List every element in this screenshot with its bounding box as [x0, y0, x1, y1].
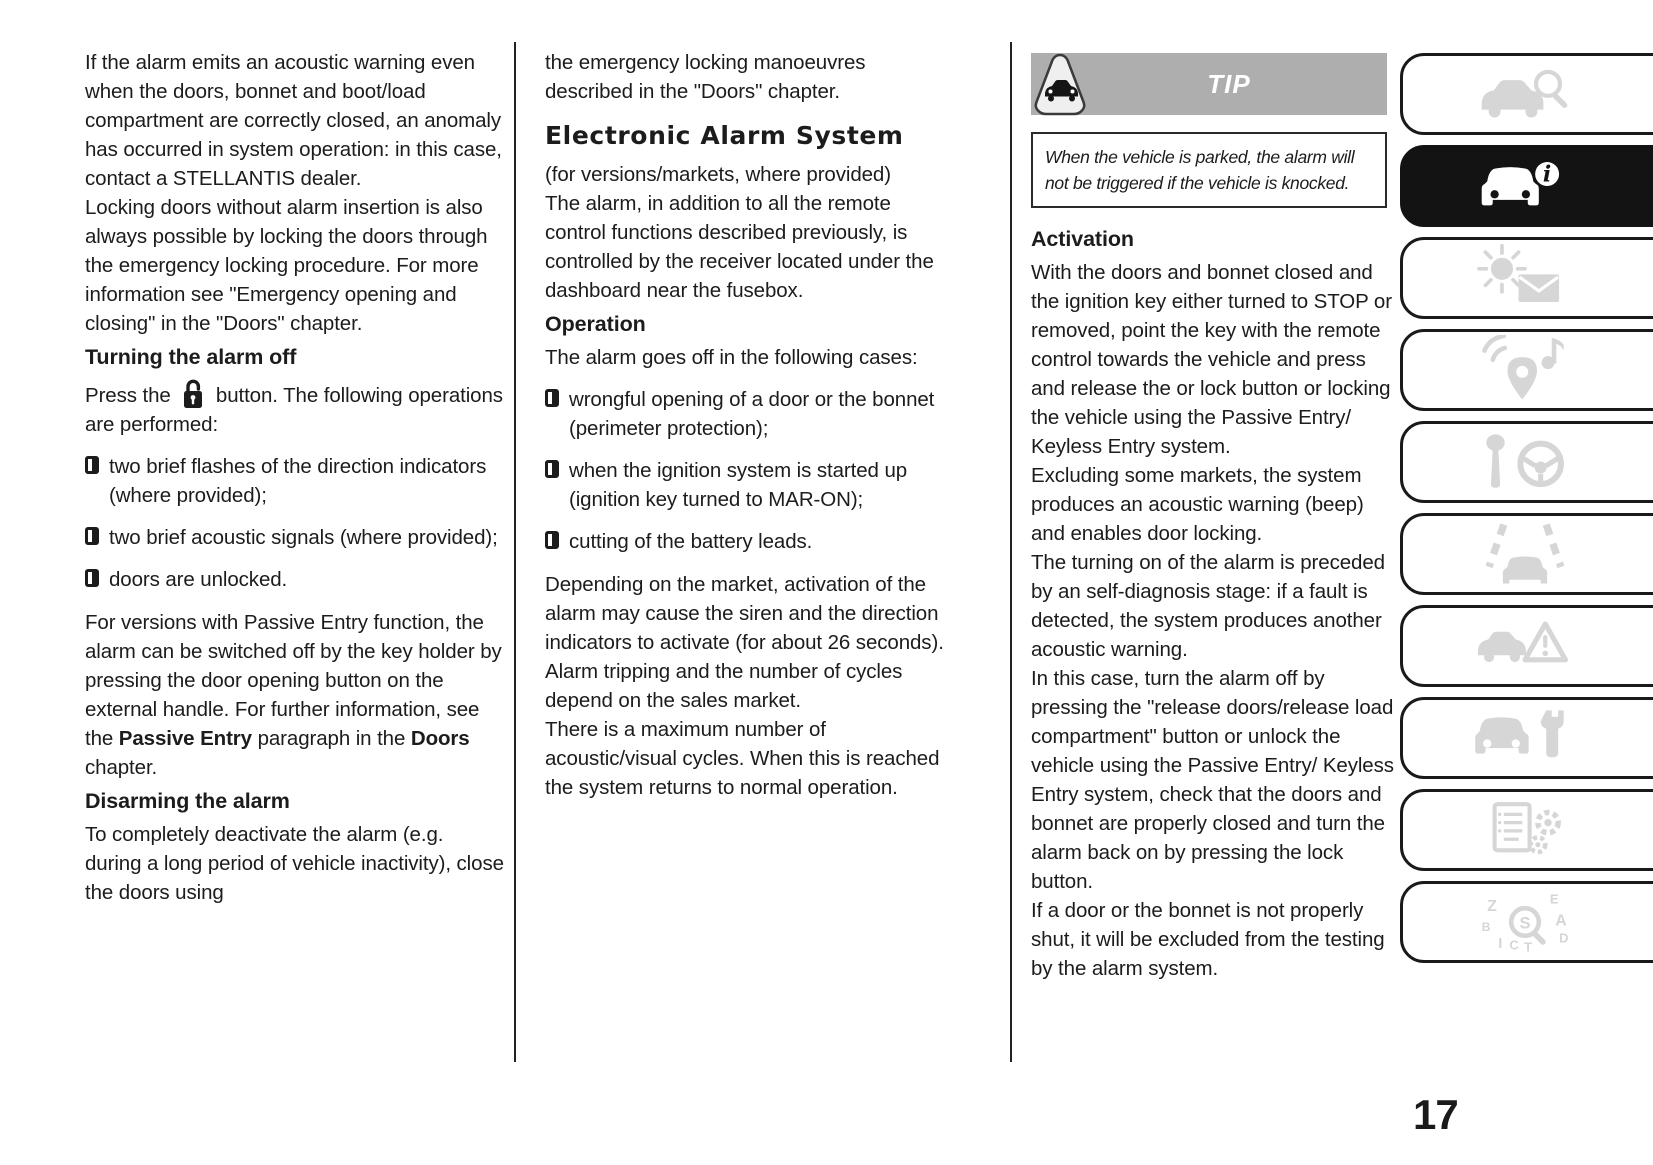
square-bullet-icon [545, 389, 559, 407]
sidebar-tab-multimedia[interactable] [1400, 329, 1653, 411]
sidebar-tab-warning-lights[interactable] [1400, 237, 1653, 319]
column-divider [1010, 42, 1012, 1062]
svg-text:S: S [1519, 913, 1531, 933]
left-column [85, 48, 505, 907]
paragraph-door-excluded: If a door or the bonnet is not properly shut, it will be excluded from the testing by the alarm system. [1031, 899, 1385, 980]
square-bullet-icon [545, 531, 559, 549]
subheading-operation: Operation [545, 312, 646, 336]
car-magnifier-icon [1469, 59, 1581, 129]
sidebar-tab-overview[interactable] [1400, 53, 1653, 135]
svg-text:B: B [1481, 920, 1491, 935]
paragraph-self-diagnosis: The turning on of the alarm is preceded by an self-diagnosis stage: if a fault is detected, the system produces another acoustic warning. [1031, 551, 1385, 661]
sidebar-tab-emergency[interactable] [1400, 605, 1653, 687]
sidebar-tab-driver-assistance[interactable] [1400, 513, 1653, 595]
gearstick-steering-icon [1469, 427, 1581, 497]
paragraph-turn-alarm-off: In this case, turn the alarm off by pressing the "release doors/release load compartment" button or unlock the vehicle using the Passive Entry/ Keyless Entry system, check that the doors and bonnet are properly closed and turn the alarm back on by pressing the lock button. [1031, 667, 1394, 893]
press-prefix-text: Press the [85, 384, 177, 407]
tip-text: When the vehicle is parked, the alarm will not be triggered if the vehicle is knocked. [1045, 147, 1355, 193]
bold-passive-entry: Passive Entry [118, 727, 252, 750]
list-gears-icon [1469, 795, 1581, 865]
svg-text:Z: Z [1487, 897, 1497, 915]
paragraph-max-cycles: There is a maximum number of acoustic/visual cycles. When this is reached the system returns to normal operation. [545, 718, 940, 799]
list-item [85, 523, 505, 552]
page-number: 17 [1413, 1091, 1458, 1138]
alarm-cases-bullet-list [545, 385, 955, 556]
svg-text:I: I [1498, 935, 1503, 952]
bold-doors: Doors [410, 727, 470, 750]
paragraph-siren-cycles: Depending on the market, activation of the alarm may cause the siren and the direction indicators to activate (for about 26 seconds). Alarm tripping and the number of cycles depend on the sales market. [545, 573, 944, 712]
sidebar-tab-technical-data[interactable] [1400, 789, 1653, 871]
paragraph-deactivate: To completely deactivate the alarm (e.g. during a long period of vehicle inactivity), close the doors using [85, 823, 504, 904]
tip-box [1031, 132, 1387, 208]
list-item-text: when the ignition system is started up (ignition key turned to MAR-ON); [569, 459, 908, 511]
list-item-text: cutting of the battery leads. [569, 530, 813, 553]
sidebar-tab-servicing[interactable] [1400, 697, 1653, 779]
paragraph-activation-keys: With the doors and bonnet closed and the ignition key either turned to STOP or removed, point the key with the remote control towards the vehicle and press and release the or lock button or locking the vehicle using the Passive Entry/ Keyless Entry system. [1031, 261, 1392, 458]
right-column [1031, 48, 1401, 983]
list-item-text: doors are unlocked. [109, 568, 288, 591]
list-item [545, 385, 955, 443]
list-item [545, 456, 955, 514]
paragraph-receiver: The alarm, in addition to all the remote control functions described previously, is controlled by the receiver located under the dashboard near the fusebox. [545, 192, 934, 302]
column-divider [514, 42, 516, 1062]
square-bullet-icon [85, 569, 99, 587]
triangle-road-sign-car-icon [1033, 52, 1087, 116]
tip-header-bar [1031, 53, 1387, 115]
subheading-activation: Activation [1031, 227, 1134, 251]
paragraph-emergency-manoeuvres: the emergency locking manoeuvres described in the "Doors" chapter. [545, 51, 866, 103]
svg-text:D: D [1559, 930, 1569, 946]
list-item [85, 565, 505, 594]
middle-column [545, 48, 955, 802]
square-bullet-icon [545, 460, 559, 478]
sidebar-tab-starting-driving[interactable] [1400, 421, 1653, 503]
paragraph-alarm-goes-off: The alarm goes off in the following cases: [545, 346, 918, 369]
svg-text:i: i [1542, 161, 1552, 188]
chapter-tab-sidebar [1400, 53, 1653, 963]
svg-text:T: T [1524, 939, 1532, 955]
warning-lamp-message-icon [1469, 243, 1581, 313]
letters-magnifier-icon [1469, 887, 1581, 957]
press-suffix-text: button. The following operations are performed: [85, 384, 503, 436]
square-bullet-icon [85, 527, 99, 545]
car-wrench-icon [1469, 703, 1581, 773]
sidebar-tab-knowing-vehicle[interactable] [1400, 145, 1653, 227]
list-item [545, 527, 955, 556]
car-info-icon [1469, 151, 1581, 221]
press-button-line [85, 378, 505, 439]
paragraph-alarm-anomaly: If the alarm emits an acoustic warning even when the doors, bonnet and boot/load compartment are correctly closed, an anomaly has occurred in system operation: in this case, contact a STELLANTIS dealer. [85, 51, 502, 190]
paragraph-locking-doors: Locking doors without alarm insertion is also always possible by locking the doors through the emergency locking procedure. For more information see "Emergency opening and closing" in the "Doors" chapter. [85, 196, 488, 335]
list-item-text: wrongful opening of a door or the bonnet (perimeter protection); [569, 388, 935, 440]
paragraph-acoustic-warning: Excluding some markets, the system produces an acoustic warning (beep) and enables door locking. [1031, 464, 1364, 545]
list-item [85, 452, 505, 510]
tip-label: TIP [1207, 68, 1251, 99]
unlock-padlock-icon [181, 378, 205, 409]
sidebar-tab-index[interactable] [1400, 881, 1653, 963]
svg-text:C: C [1509, 937, 1519, 953]
subheading-turning-alarm-off: Turning the alarm off [85, 345, 297, 369]
car-lane-lines-icon [1469, 519, 1581, 589]
subheading-disarming-alarm: Disarming the alarm [85, 789, 290, 813]
paragraph-versions-markets: (for versions/markets, where provided) [545, 163, 891, 186]
section-title-electronic-alarm: Electronic Alarm System [545, 121, 904, 150]
svg-text:A: A [1555, 912, 1567, 930]
car-warning-triangle-icon [1469, 611, 1581, 681]
alarm-off-bullet-list [85, 452, 505, 594]
svg-text:E: E [1549, 891, 1559, 907]
list-item-text: two brief flashes of the direction indicators (where provided); [109, 455, 487, 507]
list-item-text: two brief acoustic signals (where provided); [109, 526, 498, 549]
square-bullet-icon [85, 456, 99, 474]
pin-music-waves-icon [1469, 335, 1581, 405]
paragraph-passive-entry: For versions with Passive Entry function, the alarm can be switched off by the key holder by pressing the door opening button on the external handle. For further information, see the Passive Entry paragraph in the Doors chapter. [85, 611, 502, 779]
